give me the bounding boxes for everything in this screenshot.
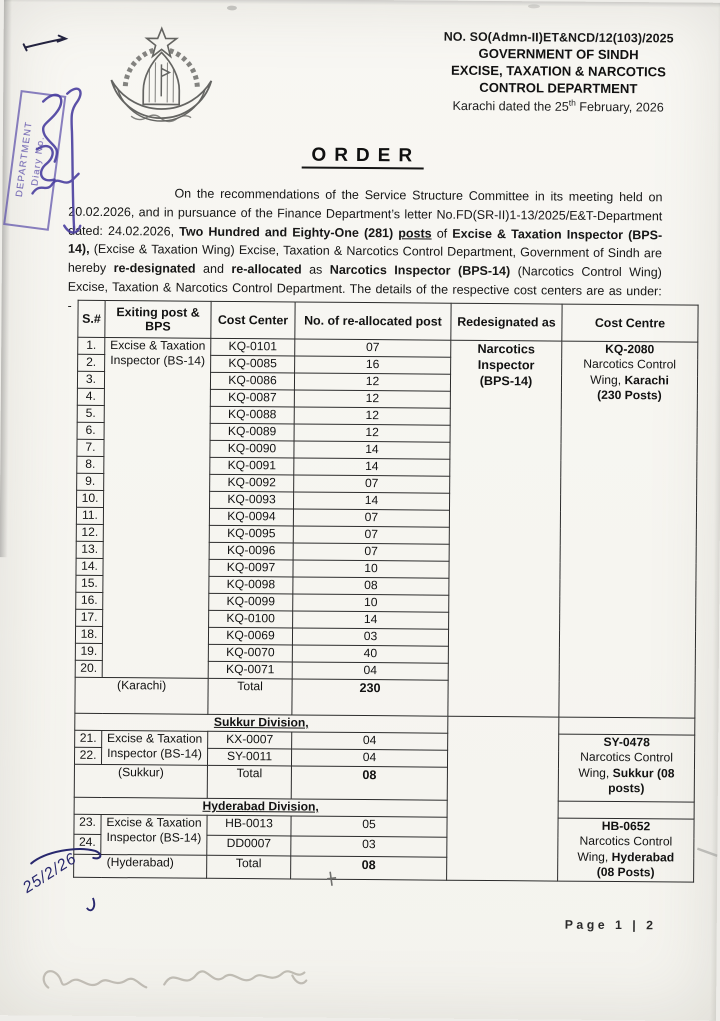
table-cell: 12. [76, 524, 103, 541]
table-cell: KQ-0086 [210, 372, 294, 390]
table-cell: 16 [295, 356, 451, 374]
table-cell: (Karachi) [75, 677, 208, 714]
table-cell [447, 716, 559, 881]
table-cell: KX-0007 [208, 731, 292, 749]
table-cell: 23. [74, 814, 101, 834]
table-cell: 08 [293, 577, 449, 595]
table-cell: 6. [77, 422, 104, 439]
paragraph-segment: re-allocated [231, 261, 302, 277]
table-header [78, 300, 698, 342]
paragraph-segment: as [301, 262, 330, 277]
pen-stroke-top-left [24, 35, 66, 50]
table-cell: HB-0652 Narcotics Control Wing, Hyderabad (08 Posts) [558, 818, 694, 882]
table-cell: 22. [74, 747, 101, 764]
sindh-government-emblem-icon [101, 24, 222, 137]
table-cell: KQ-0100 [209, 610, 293, 628]
table-cell: 14. [76, 558, 103, 575]
table-cell: 14 [293, 492, 449, 510]
paragraph-segment: Two Hundred and Eighty-One (281) [179, 224, 399, 240]
table-cell: 20. [75, 660, 102, 677]
table-cell: KQ-0097 [209, 559, 293, 577]
table-cell: 14 [294, 458, 450, 476]
table-cell: 2. [78, 354, 105, 371]
column-header: No. of re-allocated post [295, 302, 451, 340]
table-cell: KQ-0092 [210, 474, 294, 492]
table-cell: 19. [75, 643, 102, 660]
table-cell: 12 [294, 390, 450, 408]
order-body-paragraph [68, 184, 663, 320]
reference-number: NO. SO(Admn-II)ET&NCD/12(103)/2025 [443, 29, 674, 46]
table-cell: KQ-0093 [210, 491, 294, 509]
column-header: Exiting post & BPS [105, 300, 211, 338]
table-cell: 14 [293, 611, 449, 629]
table-cell: 3. [77, 371, 104, 388]
scan-smudge-top-1 [227, 6, 237, 11]
table-cell: 17. [76, 609, 103, 626]
table-cell: 9. [77, 473, 104, 490]
order-title [3, 142, 720, 170]
org-line-2: EXCISE, TAXATION & NARCOTICS [450, 62, 666, 80]
table-cell: SY-0478 Narcotics Control Wing, Sukkur (08 posts) [558, 734, 695, 802]
diary-stamp-line-1: DEPARTMENT [13, 120, 35, 198]
paragraph-segment: On the recommendations of the Service Structure Committee in its meeting held on 20.02.2026, and in pursuance of the Finance Department’s letter No.FD(SR-II)1-13/2025/E&T-Department dated: 24.02.2026, [68, 186, 663, 239]
received-date-text: 25/2/26 [19, 849, 81, 897]
paragraph-segment: Excise & Taxation Inspector (BPS-14), [67, 226, 663, 257]
table-cell: 04 [292, 732, 448, 750]
table-cell: SY-0011 [207, 748, 291, 766]
paragraph-segment: and [195, 261, 232, 276]
table-cell: 16. [76, 592, 103, 609]
table-cell [559, 717, 695, 735]
table-cell: 05 [291, 816, 447, 837]
table-cell: 12 [294, 373, 450, 391]
paragraph-segment: (Excise & Taxation Wing) Excise, Taxation & Narcotics Control Department, Government of Sindh are hereby [67, 242, 663, 276]
table-cell: KQ-0101 [211, 338, 295, 356]
table-cell: 03 [292, 628, 448, 646]
paragraph-segment: (Narcotics Control Wing) Excise, Taxation & Narcotics Control Department. The details of the respective cost centers are as under: - [67, 264, 662, 313]
table-cell: 21. [75, 730, 102, 747]
table-cell: KQ-0094 [209, 508, 293, 526]
date-line: Karachi dated the 25th February, 2026 [452, 97, 664, 115]
table-cell: 12 [294, 424, 450, 442]
table-cell: 10. [77, 490, 104, 507]
table-cell: 24. [74, 834, 101, 854]
table-cell: 8. [77, 456, 104, 473]
diary-stamp [3, 90, 66, 231]
table-cell: DD0007 [207, 835, 291, 855]
table-cell: Total [207, 765, 291, 799]
table-cell: 14 [294, 441, 450, 459]
table-cell: 4. [77, 388, 104, 405]
paragraph-segment: of [431, 226, 453, 241]
table-cell: KQ-2080 Narcotics Control Wing, Karachi (230 Posts) [559, 341, 698, 718]
scan-edge-shadow-left [0, 0, 12, 557]
table-cell: 5. [77, 405, 104, 422]
table-cell: (Sukkur) [74, 764, 207, 798]
table-cell: HB-0013 [207, 815, 291, 835]
table-cell: Excise & Taxation Inspector (BS-14) [102, 337, 211, 678]
cost-centers-table [73, 300, 699, 883]
table-cell: 7. [77, 439, 104, 456]
table-cell: 04 [292, 662, 448, 680]
table-cell: Hyderabad Division, [74, 797, 447, 817]
column-header: Cost Center [211, 301, 295, 339]
table-cell: KQ-0099 [209, 593, 293, 611]
letterhead [401, 28, 716, 116]
org-line-1: GOVERNMENT OF SINDH [478, 46, 639, 63]
order-title-text: ORDER [301, 145, 424, 170]
table-cell: Excise & Taxation Inspector (BS-14) [101, 814, 207, 854]
page-number: Page 1 | 2 [564, 917, 657, 933]
table-cell: KQ-0070 [208, 644, 292, 662]
table-cell: Excise & Taxation Inspector (BS-14) [101, 730, 207, 765]
diary-stamp-line-2: Diary No. [29, 135, 48, 187]
table-cell: KQ-0091 [210, 457, 294, 475]
table-cell: 07 [293, 509, 449, 527]
table-cell: 10 [293, 560, 449, 578]
table-cell: 11. [76, 507, 103, 524]
table-cell: 08 [291, 766, 447, 800]
table-cell: KQ-0069 [208, 627, 292, 645]
paragraph-segment: re-designated [113, 261, 196, 276]
table-cell: KQ-0090 [210, 440, 294, 458]
table-cell: KQ-0095 [209, 525, 293, 543]
table-cell: Total [208, 678, 292, 715]
scan-edge-shadow-top [4, 0, 720, 8]
paragraph-segment: posts [398, 225, 432, 241]
column-header: S.# [78, 300, 105, 337]
column-header: Cost Centre [562, 304, 698, 342]
table-cell: 12 [294, 407, 450, 425]
table-cell: KQ-0089 [210, 423, 294, 441]
table-cell: 230 [292, 679, 448, 716]
table-cell [558, 801, 694, 819]
table-cell: 03 [291, 836, 447, 857]
org-line-3: CONTROL DEPARTMENT [479, 80, 638, 97]
table-cell: (Hyderabad) [74, 854, 207, 878]
column-header: Redesignated as [451, 303, 562, 341]
table-cell: 07 [293, 543, 449, 561]
table-cell: 07 [294, 475, 450, 493]
table-cell: Sukkur Division, [75, 713, 448, 733]
table-cell: KQ-0087 [210, 389, 294, 407]
table-cell: 10 [293, 594, 449, 612]
table-cell: Narcotics Inspector (BPS-14) [448, 340, 562, 717]
pencil-scribble-bottom [44, 969, 307, 989]
table-cell: 1. [78, 337, 105, 354]
table-cell: 04 [291, 749, 447, 767]
table-cell: KQ-0071 [208, 661, 292, 679]
table-cell: 07 [295, 339, 451, 357]
table-cell: Total [207, 855, 291, 879]
table-cell: 18. [75, 626, 102, 643]
table-cell: 40 [292, 645, 448, 663]
table-cell: 15. [76, 575, 103, 592]
table-cell: 08 [291, 856, 447, 881]
table-cell: KQ-0096 [209, 542, 293, 560]
paragraph-segment: Narcotics Inspector (BPS-14) [329, 262, 511, 279]
table-row [74, 814, 694, 839]
table-cell: 07 [293, 526, 449, 544]
table-cell: 13. [76, 541, 103, 558]
table-cell: KQ-0088 [210, 406, 294, 424]
table-cell: KQ-0085 [211, 355, 295, 373]
table-cell: KQ-0098 [209, 576, 293, 594]
